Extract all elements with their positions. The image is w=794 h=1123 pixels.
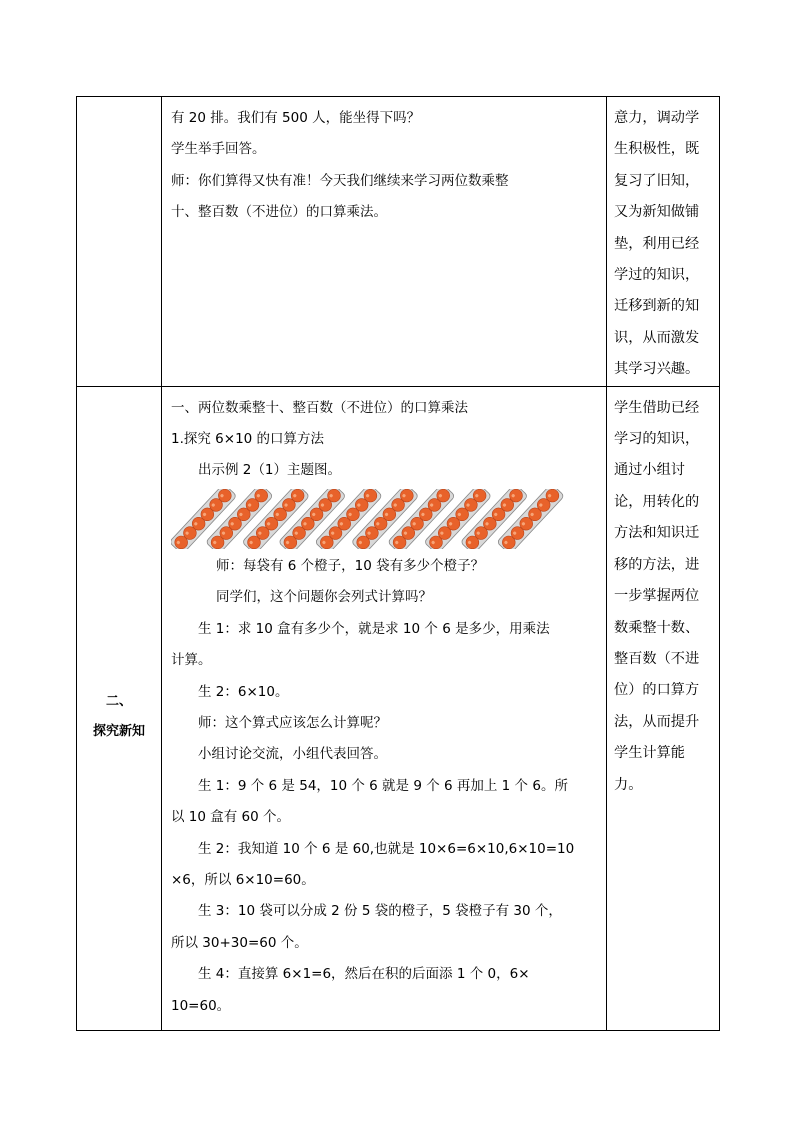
intent-cell-intro <box>607 97 720 387</box>
intent-line: 论，用转化的 <box>614 493 700 510</box>
stage-name: 探究新知 <box>92 724 145 740</box>
intent-line: 又为新知做铺 <box>614 204 700 221</box>
intent-line: 学过的知识， <box>614 267 700 284</box>
intent-line: 移的方法，进 <box>614 556 700 573</box>
text-line: 生 2：我知道 10 个 6 是 60,也就是 10×6=6×10,6×10=10 <box>198 840 575 857</box>
intent-line: 数乘整十数、 <box>614 619 700 636</box>
text-line: 10=60。 <box>171 997 231 1014</box>
text-line: 以 10 盒有 60 个。 <box>171 809 291 826</box>
content-cell-explore <box>162 386 607 1030</box>
intent-line: 通过小组讨 <box>614 462 685 479</box>
lesson-plan-table <box>76 96 720 1031</box>
oranges-bags-illustration <box>171 489 598 549</box>
intent-line: 整百数（不进 <box>614 650 700 667</box>
text-line: 师：每袋有 6 个橙子，10 袋有多少个橙子？ <box>216 557 485 574</box>
text-line: 同学们，这个问题你会列式计算吗？ <box>216 589 432 606</box>
intent-line: 学习的知识， <box>614 431 700 448</box>
text-line: 师：你们算得又快有准！今天我们继续来学习两位数乘整 <box>171 172 509 189</box>
intent-line: 复习了旧知， <box>614 172 700 189</box>
text-line: 生 3：10 袋可以分成 2 份 5 袋的橙子，5 袋橙子有 30 个， <box>198 903 562 920</box>
intent-line: 力。 <box>614 776 643 793</box>
subsection-title: 1.探究 6×10 的口算方法 <box>171 431 325 448</box>
table-row-intro <box>77 97 720 387</box>
text-line: ×6，所以 6×10=60。 <box>171 871 315 888</box>
table-row-explore <box>77 386 720 1030</box>
oranges-bags-figure <box>171 489 598 549</box>
text-line: 所以 30+30=60 个。 <box>171 934 308 951</box>
text-line: 师：这个算式应该怎么计算呢？ <box>198 714 387 731</box>
stage-cell <box>77 386 162 1030</box>
content-cell-intro <box>162 97 607 387</box>
intent-line: 法，从而提升 <box>614 713 700 730</box>
intent-line: 方法和知识迁 <box>614 525 700 542</box>
text-line: 出示例 2（1）主题图。 <box>198 462 341 479</box>
text-line: 学生举手回答。 <box>171 141 266 158</box>
intent-line: 迁移到新的知 <box>614 298 700 315</box>
stage-cell-empty <box>77 97 162 387</box>
text-line: 生 1：求 10 盒有多少个，就是求 10 个 6 是多少，用乘法 <box>198 620 550 637</box>
section-title: 一、两位数乘整十、整百数（不进位）的口算乘法 <box>171 399 468 416</box>
intent-cell-explore <box>607 386 720 1030</box>
intent-line: 学生借助已经 <box>614 399 700 416</box>
text-line: 生 4：直接算 6×1=6，然后在积的后面添 1 个 0，6× <box>198 966 530 983</box>
text-line: 计算。 <box>171 652 212 669</box>
intent-line: 生积极性，既 <box>614 141 700 158</box>
text-line: 小组讨论交流，小组代表回答。 <box>198 746 387 763</box>
intent-line: 垫，利用已经 <box>614 235 700 252</box>
intent-line: 识，从而激发 <box>614 329 700 346</box>
intent-line: 学生计算能 <box>614 745 685 762</box>
intent-line: 位）的口算方 <box>614 682 700 699</box>
intent-line: 意力，调动学 <box>614 110 700 126</box>
text-line: 十、整百数（不进位）的口算乘法。 <box>171 204 387 221</box>
stage-number: 二、 <box>105 694 132 710</box>
intent-line: 一步掌握两位 <box>614 588 700 605</box>
text-line: 生 1：9 个 6 是 54，10 个 6 就是 9 个 6 再加上 1 个 6。所 <box>198 777 568 794</box>
text-line: 有 20 排。我们有 500 人，能坐得下吗？ <box>171 110 421 126</box>
text-line: 生 2：6×10。 <box>198 683 289 700</box>
intent-line: 其学习兴趣。 <box>614 361 700 378</box>
